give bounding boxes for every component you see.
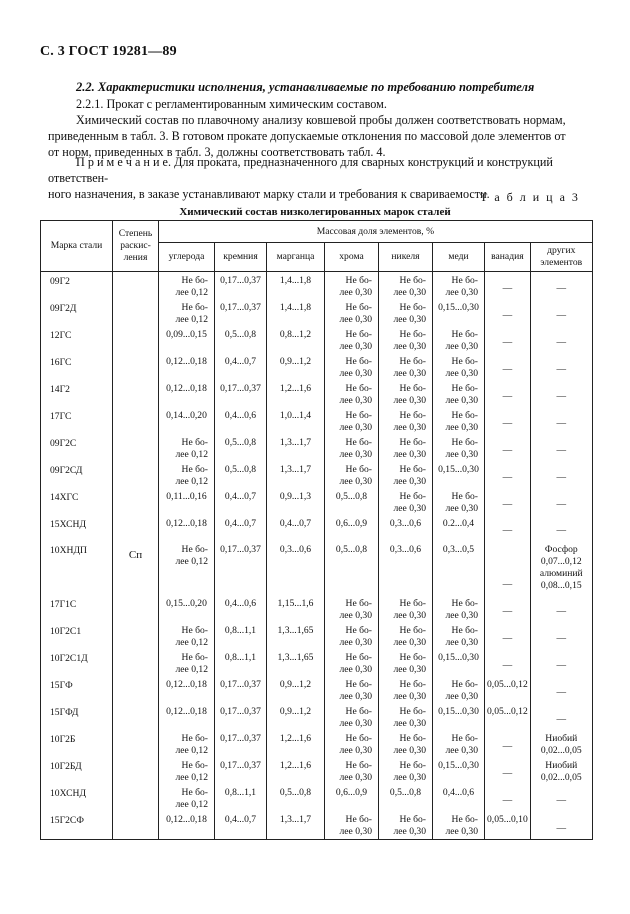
cell-chromium: 0,5...0,8 [325, 488, 379, 515]
cell-manganese: 1,0...1,4 [267, 407, 325, 434]
cell-carbon: Не бо- лее 0,12 [159, 784, 215, 811]
header-carbon: углерода [159, 243, 215, 272]
cell-other: — [530, 676, 592, 703]
cell-other: — [530, 515, 592, 541]
cell-other: — [530, 784, 592, 811]
cell-other: — [530, 488, 592, 515]
cell-manganese: 0,5...0,8 [267, 784, 325, 811]
cell-nickel: Не бо- лее 0,30 [379, 488, 433, 515]
cell-manganese: 1,3...1,7 [267, 434, 325, 461]
cell-carbon: 0,11...0,16 [159, 488, 215, 515]
cell-chromium: Не бо- лее 0,30 [325, 380, 379, 407]
cell-other: — [530, 811, 592, 839]
cell-grade: 15Г2СФ [41, 811, 113, 839]
cell-grade: 10Г2БД [41, 757, 113, 784]
cell-silicon: 0,17...0,37 [215, 272, 267, 300]
cell-manganese: 1,4...1,8 [267, 272, 325, 300]
cell-carbon: Не бо- лее 0,12 [159, 541, 215, 595]
cell-vanadium: — [485, 488, 531, 515]
cell-carbon: Не бо- лее 0,12 [159, 272, 215, 300]
cell-grade: 15ГФД [41, 703, 113, 730]
cell-grade: 14Г2 [41, 380, 113, 407]
cell-copper: Не бо- лее 0,30 [433, 488, 485, 515]
cell-chromium: Не бо- лее 0,30 [325, 595, 379, 622]
cell-manganese: 1,2...1,6 [267, 757, 325, 784]
cell-copper: 0,15...0,30 [433, 649, 485, 676]
cell-silicon: 0,17...0,37 [215, 730, 267, 757]
header-manganese: марганца [267, 243, 325, 272]
note-line2: ного назначения, в заказе устанавливают марку стали и требования к свариваемости. [48, 187, 490, 201]
para2-line2: приведенным в табл. 3. В готовом прокате допускаемые отклонения по массовой доле элементов от [48, 129, 566, 143]
cell-nickel: 0,3...0,6 [379, 515, 433, 541]
cell-grade: 09Г2С [41, 434, 113, 461]
cell-copper: 0,3...0,5 [433, 541, 485, 595]
cell-carbon: 0,12...0,18 [159, 811, 215, 839]
cell-chromium: Не бо- лее 0,30 [325, 622, 379, 649]
cell-manganese: 1,2...1,6 [267, 380, 325, 407]
cell-vanadium: — [485, 730, 531, 757]
cell-vanadium: — [485, 407, 531, 434]
cell-nickel: Не бо- лее 0,30 [379, 434, 433, 461]
cell-grade: 16ГС [41, 353, 113, 380]
cell-grade: 15ХСНД [41, 515, 113, 541]
cell-chromium: Не бо- лее 0,30 [325, 326, 379, 353]
cell-chromium: Не бо- лее 0,30 [325, 676, 379, 703]
cell-vanadium: 0,05...0,12 [485, 676, 531, 703]
cell-nickel: Не бо- лее 0,30 [379, 649, 433, 676]
cell-chromium: Не бо- лее 0,30 [325, 407, 379, 434]
cell-other: — [530, 272, 592, 300]
cell-nickel: Не бо- лее 0,30 [379, 272, 433, 300]
note-label: П р и м е ч а н и е. [76, 155, 172, 169]
cell-copper: Не бо- лее 0,30 [433, 730, 485, 757]
cell-vanadium: — [485, 784, 531, 811]
cell-manganese: 1,3...1,7 [267, 461, 325, 488]
cell-nickel: Не бо- лее 0,30 [379, 757, 433, 784]
cell-carbon: Не бо- лее 0,12 [159, 649, 215, 676]
chemical-composition-table [40, 220, 593, 840]
cell-vanadium: — [485, 622, 531, 649]
cell-copper: 0,15...0,30 [433, 703, 485, 730]
header-grade: Марка стали [41, 221, 113, 272]
cell-carbon: Не бо- лее 0,12 [159, 730, 215, 757]
cell-copper: Не бо- лее 0,30 [433, 622, 485, 649]
cell-copper: 0,15...0,30 [433, 299, 485, 326]
cell-chromium: Не бо- лее 0,30 [325, 811, 379, 839]
cell-nickel: 0,5...0,8 [379, 784, 433, 811]
cell-grade: 09Г2 [41, 272, 113, 300]
cell-carbon: Не бо- лее 0,12 [159, 434, 215, 461]
cell-silicon: 0,5...0,8 [215, 461, 267, 488]
cell-manganese: 0,9...1,2 [267, 353, 325, 380]
cell-manganese: 0,9...1,2 [267, 703, 325, 730]
header-deoxidation: Степень раскис-ления [113, 221, 159, 272]
cell-vanadium: — [485, 434, 531, 461]
cell-other: — [530, 622, 592, 649]
cell-other: — [530, 380, 592, 407]
cell-chromium: 0,6...0,9 [325, 784, 379, 811]
cell-nickel: Не бо- лее 0,30 [379, 730, 433, 757]
cell-grade: 17Г1С [41, 595, 113, 622]
cell-nickel: Не бо- лее 0,30 [379, 299, 433, 326]
cell-silicon: 0,4...0,6 [215, 595, 267, 622]
para2-line1: Химический состав по плавочному анализу ковшевой пробы должен соответствовать нормам, [76, 113, 566, 127]
cell-grade: 14ХГС [41, 488, 113, 515]
cell-silicon: 0,8...1,1 [215, 784, 267, 811]
cell-other: — [530, 407, 592, 434]
cell-other: — [530, 299, 592, 326]
cell-chromium: Не бо- лее 0,30 [325, 757, 379, 784]
cell-nickel: Не бо- лее 0,30 [379, 811, 433, 839]
cell-chromium: 0,5...0,8 [325, 541, 379, 595]
cell-vanadium: — [485, 326, 531, 353]
cell-carbon: 0,12...0,18 [159, 676, 215, 703]
cell-copper: Не бо- лее 0,30 [433, 353, 485, 380]
cell-grade: 10Г2Б [41, 730, 113, 757]
cell-copper: Не бо- лее 0,30 [433, 407, 485, 434]
header-nickel: никеля [379, 243, 433, 272]
cell-nickel: Не бо- лее 0,30 [379, 676, 433, 703]
cell-manganese: 1,3...1,65 [267, 649, 325, 676]
cell-vanadium: — [485, 380, 531, 407]
cell-chromium: Не бо- лее 0,30 [325, 299, 379, 326]
cell-vanadium: — [485, 515, 531, 541]
cell-silicon: 0,17...0,37 [215, 676, 267, 703]
cell-copper: Не бо- лее 0,30 [433, 326, 485, 353]
cell-grade: 10ХНДП [41, 541, 113, 595]
cell-other: — [530, 434, 592, 461]
cell-chromium: Не бо- лее 0,30 [325, 353, 379, 380]
page-header: С. 3 ГОСТ 19281—89 [40, 44, 177, 59]
cell-carbon: Не бо- лее 0,12 [159, 461, 215, 488]
cell-vanadium: — [485, 461, 531, 488]
cell-other: — [530, 461, 592, 488]
cell-other: — [530, 353, 592, 380]
cell-other: Ниобий 0,02...0,05 [530, 730, 592, 757]
cell-vanadium: — [485, 595, 531, 622]
cell-silicon: 0,17...0,37 [215, 703, 267, 730]
cell-nickel: Не бо- лее 0,30 [379, 461, 433, 488]
paragraph-chemical-composition [48, 112, 588, 160]
cell-nickel: Не бо- лее 0,30 [379, 407, 433, 434]
cell-vanadium: — [485, 299, 531, 326]
cell-copper: Не бо- лее 0,30 [433, 380, 485, 407]
cell-silicon: 0,4...0,7 [215, 488, 267, 515]
cell-vanadium: — [485, 757, 531, 784]
cell-deoxidation: Сп [113, 272, 159, 840]
cell-other: — [530, 649, 592, 676]
cell-manganese: 0,9...1,2 [267, 676, 325, 703]
cell-silicon: 0,17...0,37 [215, 380, 267, 407]
header-vanadium: ванадия [485, 243, 531, 272]
cell-carbon: Не бо- лее 0,12 [159, 622, 215, 649]
header-chromium: хрома [325, 243, 379, 272]
cell-vanadium: 0,05...0,12 [485, 703, 531, 730]
cell-copper: 0,4...0,6 [433, 784, 485, 811]
cell-manganese: 0,9...1,3 [267, 488, 325, 515]
cell-other: — [530, 326, 592, 353]
cell-manganese: 1,3...1,7 [267, 811, 325, 839]
cell-vanadium: — [485, 541, 531, 595]
note-line1: Для проката, предназначенного для сварных конструкций и конструкций ответствен- [48, 155, 553, 185]
cell-silicon: 0,8...1,1 [215, 622, 267, 649]
cell-chromium: Не бо- лее 0,30 [325, 461, 379, 488]
cell-carbon: 0,12...0,18 [159, 380, 215, 407]
cell-carbon: 0,15...0,20 [159, 595, 215, 622]
cell-carbon: Не бо- лее 0,12 [159, 757, 215, 784]
cell-grade: 10Г2С1Д [41, 649, 113, 676]
para2-line3: от норм, приведенных в табл. 3, должны соответствовать табл. 4. [48, 145, 386, 159]
cell-grade: 15ГФ [41, 676, 113, 703]
header-other-elements: других элементов [530, 243, 592, 272]
header-copper: меди [433, 243, 485, 272]
cell-copper: Не бо- лее 0,30 [433, 434, 485, 461]
cell-chromium: 0,6...0,9 [325, 515, 379, 541]
cell-carbon: 0,12...0,18 [159, 353, 215, 380]
cell-grade: 10Г2С1 [41, 622, 113, 649]
paragraph-2-2-1-text: 2.2.1. Прокат с регламентированным химическим составом. [76, 97, 387, 111]
section-title: 2.2. Характеристики исполнения, устанавливаемые по требованию потребителя [76, 80, 535, 94]
cell-grade: 10ХСНД [41, 784, 113, 811]
cell-copper: Не бо- лее 0,30 [433, 676, 485, 703]
cell-copper: Не бо- лее 0,30 [433, 595, 485, 622]
cell-nickel: Не бо- лее 0,30 [379, 703, 433, 730]
cell-carbon: 0,14...0,20 [159, 407, 215, 434]
cell-silicon: 0,4...0,6 [215, 407, 267, 434]
cell-carbon: 0,12...0,18 [159, 703, 215, 730]
cell-other: Ниобий 0,02...0,05 [530, 757, 592, 784]
cell-nickel: Не бо- лее 0,30 [379, 326, 433, 353]
cell-vanadium: — [485, 649, 531, 676]
cell-vanadium: 0,05...0,10 [485, 811, 531, 839]
cell-silicon: 0,4...0,7 [215, 515, 267, 541]
cell-vanadium: — [485, 353, 531, 380]
table-number: Т а б л и ц а 3 [480, 190, 580, 204]
cell-nickel: 0,3...0,6 [379, 541, 433, 595]
cell-copper: 0.2...0,4 [433, 515, 485, 541]
cell-silicon: 0,5...0,8 [215, 326, 267, 353]
cell-copper: Не бо- лее 0,30 [433, 272, 485, 300]
cell-grade: 09Г2Д [41, 299, 113, 326]
cell-manganese: 1,15...1,6 [267, 595, 325, 622]
cell-manganese: 1,2...1,6 [267, 730, 325, 757]
cell-other: Фосфор 0,07...0,12 алюминий 0,08...0,15 [530, 541, 592, 595]
cell-silicon: 0,8...1,1 [215, 649, 267, 676]
cell-carbon: Не бо- лее 0,12 [159, 299, 215, 326]
cell-manganese: 0,3...0,6 [267, 541, 325, 595]
cell-silicon: 0,17...0,37 [215, 299, 267, 326]
cell-silicon: 0,17...0,37 [215, 757, 267, 784]
cell-manganese: 0,4...0,7 [267, 515, 325, 541]
cell-manganese: 1,4...1,8 [267, 299, 325, 326]
cell-nickel: Не бо- лее 0,30 [379, 622, 433, 649]
cell-silicon: 0,4...0,7 [215, 353, 267, 380]
cell-vanadium: — [485, 272, 531, 300]
cell-grade: 12ГС [41, 326, 113, 353]
cell-silicon: 0,4...0,7 [215, 811, 267, 839]
cell-silicon: 0,5...0,8 [215, 434, 267, 461]
cell-manganese: 0,8...1,2 [267, 326, 325, 353]
paragraph-2-2-1 [48, 96, 588, 112]
cell-carbon: 0,09...0,15 [159, 326, 215, 353]
cell-copper: 0,15...0,30 [433, 461, 485, 488]
cell-silicon: 0,17...0,37 [215, 541, 267, 595]
cell-chromium: Не бо- лее 0,30 [325, 730, 379, 757]
cell-chromium: Не бо- лее 0,30 [325, 434, 379, 461]
cell-grade: 17ГС [41, 407, 113, 434]
cell-nickel: Не бо- лее 0,30 [379, 353, 433, 380]
cell-nickel: Не бо- лее 0,30 [379, 380, 433, 407]
cell-chromium: Не бо- лее 0,30 [325, 703, 379, 730]
cell-nickel: Не бо- лее 0,30 [379, 595, 433, 622]
cell-grade: 09Г2СД [41, 461, 113, 488]
table-row [41, 272, 593, 300]
header-mass-fraction: Массовая доля элементов, % [159, 221, 593, 243]
cell-chromium: Не бо- лее 0,30 [325, 272, 379, 300]
header-silicon: кремния [215, 243, 267, 272]
cell-copper: Не бо- лее 0,30 [433, 811, 485, 839]
cell-other: — [530, 595, 592, 622]
cell-manganese: 1,3...1,65 [267, 622, 325, 649]
cell-other: — [530, 703, 592, 730]
cell-carbon: 0,12...0,18 [159, 515, 215, 541]
table-title: Химический состав низколегированных марок сталей [179, 206, 451, 218]
cell-copper: 0,15...0,30 [433, 757, 485, 784]
cell-chromium: Не бо- лее 0,30 [325, 649, 379, 676]
